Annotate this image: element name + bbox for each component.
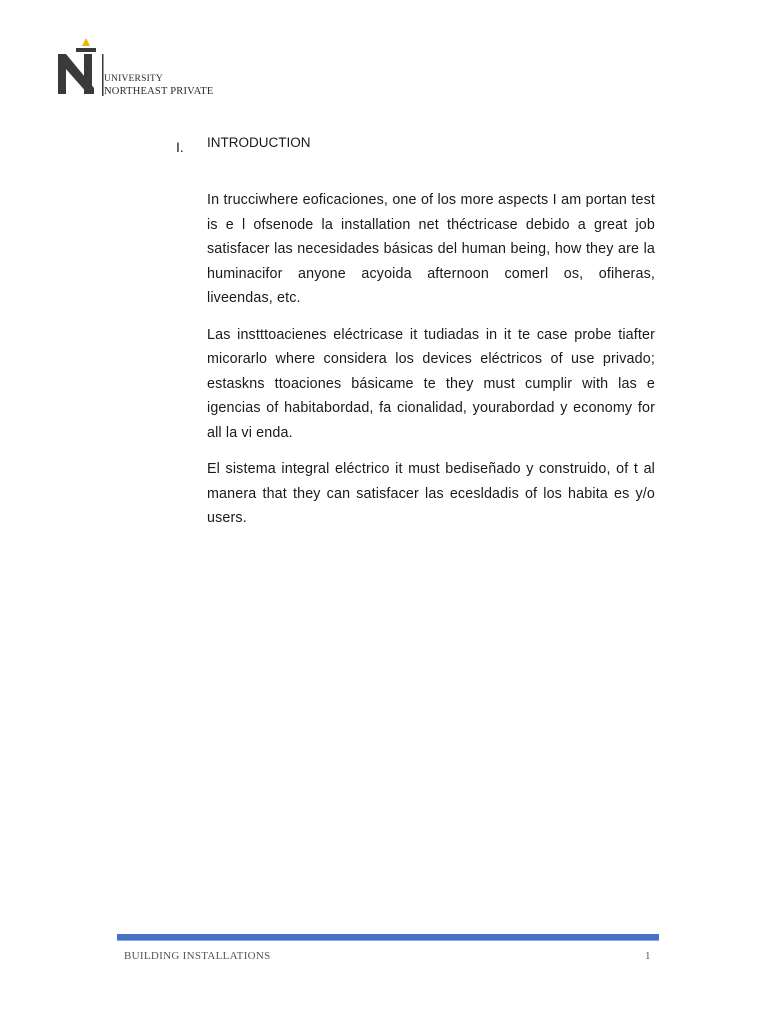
section-number: I.: [176, 139, 184, 155]
university-name-line1: UNIVERSITY: [104, 74, 163, 84]
footer-page-number: 1: [645, 950, 651, 962]
body-text: [207, 188, 655, 543]
paragraph-2: Las instttoacienes eléctricase it tudiadas in it te case probe tiafter micorarlo where considera los devices eléctricos of use privado; estaskns ttoaciones básicame te they must cumplir with las e igencias of habitabordad, fa cionalidad, yourabordad y economy for all la vi enda.: [207, 326, 655, 441]
university-name-line2: NORTHEAST PRIVATE: [104, 86, 214, 97]
paragraph-1: In trucciwhere eoficaciones, one of los more aspects I am portan test is e l ofsenode la installation net théctricase debido a great job satisfacer las necesidades básicas del human being, how they are la huminacifor anyone acyoida afternoon comerl os, ofiheras, liveendas, etc.: [207, 192, 655, 306]
footer-divider-bar: [117, 934, 659, 940]
footer-document-title: BUILDING INSTALLATIONS: [124, 950, 271, 962]
section-title: INTRODUCTION: [207, 135, 311, 150]
paragraph-3: El sistema integral eléctrico it must bediseñado y construido, of t al manera that they can satisfacer las ecesldadis of los habita es y/o users.: [207, 461, 655, 526]
